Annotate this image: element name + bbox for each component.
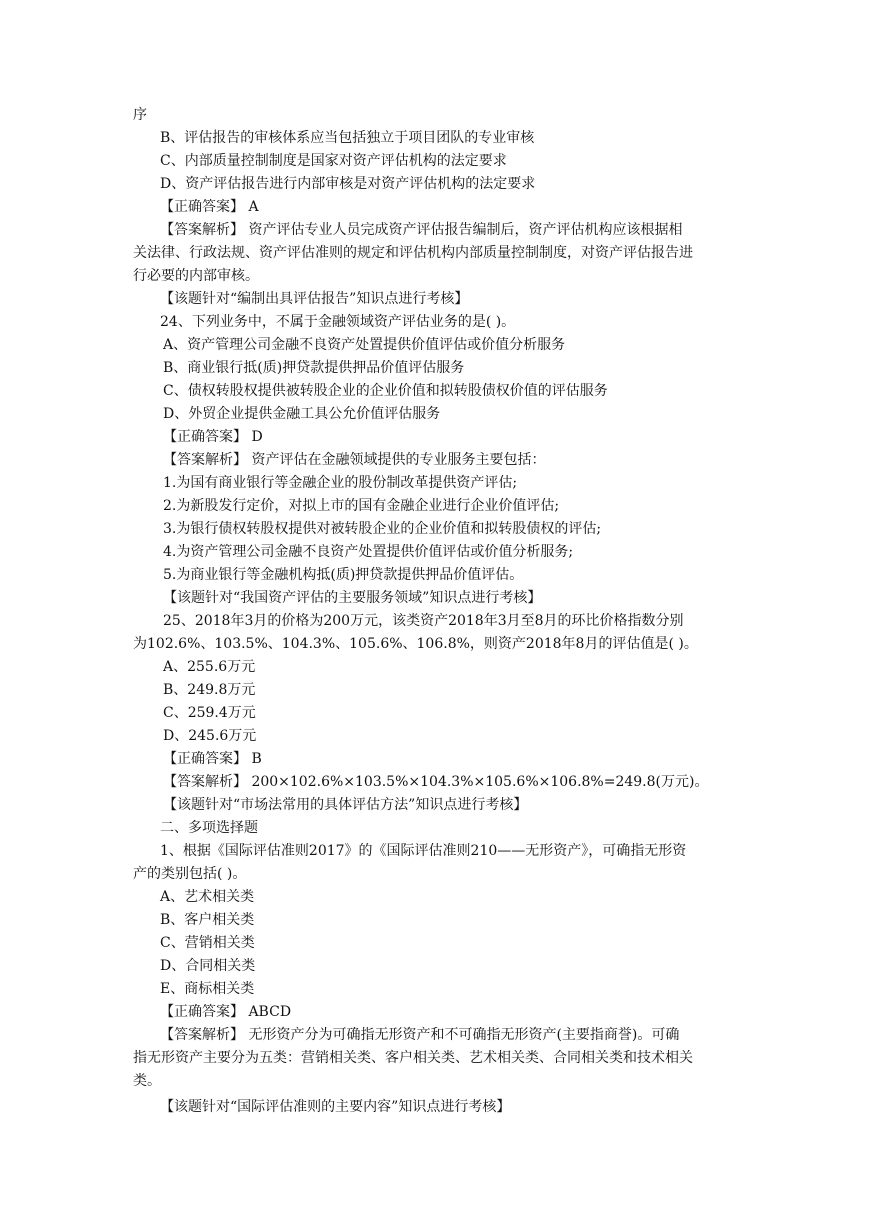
option-b: B、249.8万元 <box>163 682 256 698</box>
option-c: C、内部质量控制制度是国家对资产评估机构的法定要求 <box>160 153 507 169</box>
option-b: B、评估报告的审核体系应当包括独立于项目团队的专业审核 <box>160 130 535 146</box>
correct-answer: 【正确答案】 A <box>160 199 259 215</box>
option-c: C、债权转股权提供被转股企业的企业价值和拟转股债权价值的评估服务 <box>163 383 608 399</box>
option-b: B、商业银行抵(质)押贷款提供押品价值评估服务 <box>163 360 465 376</box>
list-item: 4.为资产管理公司金融不良资产处置提供价值评估或价值分析服务; <box>163 544 574 560</box>
knowledge-point: 【该题针对“我国资产评估的主要服务领域”知识点进行考核】 <box>163 590 542 606</box>
correct-answer: 【正确答案】 B <box>163 751 262 767</box>
option-d: D、245.6万元 <box>163 728 257 744</box>
knowledge-point: 【该题针对“国际评估准则的主要内容”知识点进行考核】 <box>160 1099 511 1115</box>
list-item: 1.为国有商业银行等金融企业的股份制改革提供资产评估; <box>163 475 518 491</box>
option-d: D、外贸企业提供金融工具公允价值评估服务 <box>163 406 441 422</box>
correct-answer: 【正确答案】 D <box>163 429 263 445</box>
knowledge-point: 【该题针对“市场法常用的具体评估方法”知识点进行考核】 <box>163 797 528 813</box>
option-c: C、营销相关类 <box>160 935 255 951</box>
explanation-continued: 类。 <box>133 1073 161 1089</box>
answer-explanation: 【答案解析】 资产评估专业人员完成资产评估报告编制后，资产评估机构应该根据相 <box>160 222 683 238</box>
option-d: D、合同相关类 <box>160 958 256 974</box>
text-line: 序 <box>133 107 147 123</box>
explanation-continued: 关法律、行政法规、资产评估准则的规定和评估机构内部质量控制制度，对资产评估报告进 <box>133 245 693 261</box>
question-24: 24、下列业务中，不属于金融领域资产评估业务的是( )。 <box>160 314 516 330</box>
question-25: 25、2018年3月的价格为200万元，该类资产2018年3月至8月的环比价格指数分别 <box>163 613 684 629</box>
option-a: A、资产管理公司金融不良资产处置提供价值评估或价值分析服务 <box>163 337 566 353</box>
question-continued: 产的类别包括( )。 <box>133 866 247 882</box>
question-continued: 为102.6%、103.5%、104.3%、105.6%、106.8%，则资产2018年8月的评估值是( )。 <box>133 636 698 652</box>
explanation-continued: 指无形资产主要分为五类：营销相关类、客户相关类、艺术相关类、合同相关类和技术相关 <box>133 1050 693 1066</box>
option-c: C、259.4万元 <box>163 705 256 721</box>
option-d: D、资产评估报告进行内部审核是对资产评估机构的法定要求 <box>160 176 536 192</box>
option-a: A、255.6万元 <box>163 659 256 675</box>
option-a: A、艺术相关类 <box>160 889 255 905</box>
option-b: B、客户相关类 <box>160 912 255 928</box>
answer-explanation: 【答案解析】 无形资产分为可确指无形资产和不可确指无形资产(主要指商誉)。可确 <box>160 1027 680 1043</box>
section-heading: 二、多项选择题 <box>160 820 258 836</box>
list-item: 2.为新股发行定价，对拟上市的国有金融企业进行企业价值评估; <box>163 498 560 514</box>
explanation-continued: 行必要的内部审核。 <box>133 268 259 284</box>
correct-answer: 【正确答案】 ABCD <box>160 1004 292 1020</box>
question-1: 1、根据《国际评估准则2017》的《国际评估准则210——无形资产》，可确指无形资 <box>160 843 687 859</box>
answer-explanation: 【答案解析】 资产评估在金融领域提供的专业服务主要包括： <box>163 452 546 468</box>
option-e: E、商标相关类 <box>160 981 255 997</box>
knowledge-point: 【该题针对“编制出具评估报告”知识点进行考核】 <box>160 291 469 307</box>
list-item: 5.为商业银行等金融机构抵(质)押贷款提供押品价值评估。 <box>163 567 524 583</box>
answer-explanation: 【答案解析】 200×102.6%×103.5%×104.3%×105.6%×106.8%=249.8(万元)。 <box>163 774 709 790</box>
list-item: 3.为银行债权转股权提供对被转股企业的企业价值和拟转股债权的评估; <box>163 521 602 537</box>
